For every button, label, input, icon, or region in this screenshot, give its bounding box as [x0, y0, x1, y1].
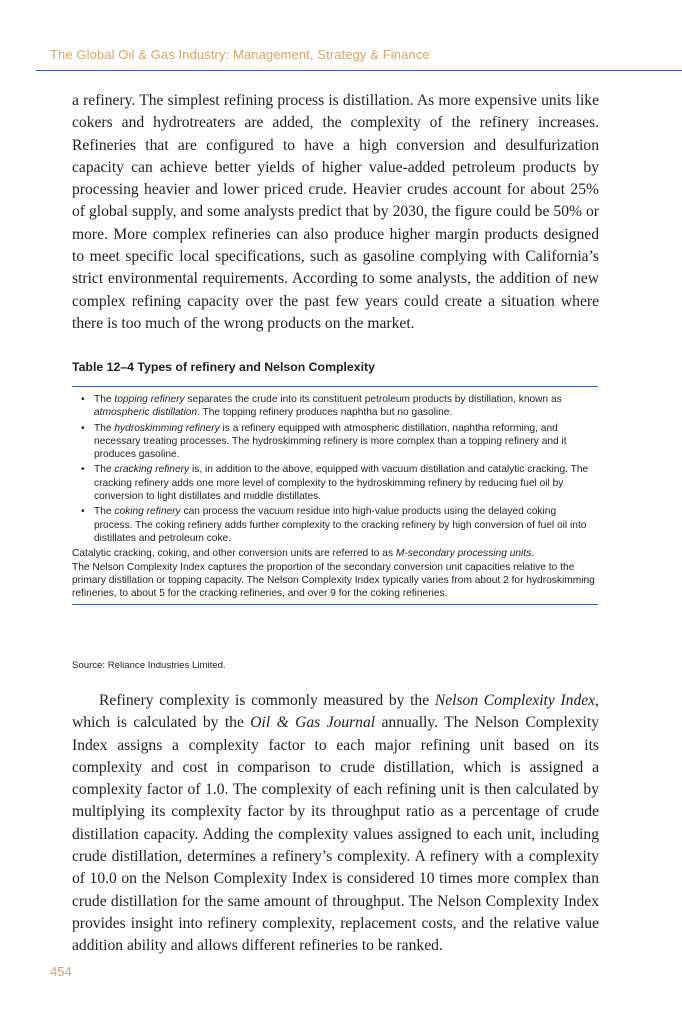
refinery-types-list [72, 393, 598, 545]
bullet-icon: • [81, 506, 85, 518]
list-item-text: The [94, 464, 115, 476]
list-item-term: coking refinery [114, 506, 181, 518]
bullet-icon: • [81, 422, 85, 434]
list-item-hydroskimming-refinery [72, 422, 598, 462]
list-item-term: hydroskimming refinery [114, 422, 220, 434]
list-item-term: atmospheric distillation [94, 407, 198, 419]
body-paragraph-1: a refinery. The simplest refining process is distillation. As more expensive units like cokers and hydrotreaters are added, the complexity of the refinery increases. Refineries that are configured to have a high conversion and desulfurization capacity can achieve better yields of higher value-added petroleum products by processing heavier and lower priced crude. Heavier crudes account for about 25% of global supply, and some analysts predict that by 2030, the figure could be 50% or more. More complex refineries can also produce higher margin products designed to meet specific local specifications, such as gasoline complying with California’s strict environmental requirements. According to some analysts, the addition of new complex refining capacity over the past few years could create a situation where there is too much of the wrong products on the market. [72, 92, 599, 332]
list-item-coking-refinery [72, 505, 598, 545]
list-item-text: . The topping refinery produces naphtha but no gasoline. [197, 407, 453, 419]
paragraph-text: , which is calculated by the [72, 692, 599, 732]
list-item-term: cracking refinery [114, 464, 190, 476]
note-text: Catalytic cracking, coking, and other conversion units are referred to as [72, 548, 396, 560]
list-item-text: can process the vacuum residue into high-value products using the delayed coking process. The coking refinery adds further complexity to the cracking refinery by high conversion of fuel oil into distillates and petroleum coke. [94, 506, 587, 544]
list-item-text: The [94, 422, 115, 434]
body-paragraph-2 [72, 690, 599, 958]
list-item-topping-refinery [72, 393, 598, 420]
paragraph-term: Nelson Complexity Index [434, 692, 596, 709]
table-title: Table 12–4 Types of refinery and Nelson Complexity [72, 360, 375, 374]
list-item-cracking-refinery [72, 463, 598, 503]
table-note-nelson-index: The Nelson Complexity Index captures the proportion of the secondary conversion unit capacities relative to the primary distillation or topping capacity. The Nelson Complexity Index typically varies from about 2 for hydroskimming refineries, to about 5 for the cracking refineries, and over 9 for the coking refineries. [72, 561, 595, 600]
paragraph-text: annually. The Nelson Complexity Index assigns a complexity factor to each major refining unit based on its complexity and cost in comparison to crude distillation, which is assigned a complexity factor of 1.0. The complexity of each refining unit is then calculated by multiplying its complexity factor by its throughput ratio as a percentage of crude distillation capacity. Adding the complexity values assigned to each unit, including crude distillation, determines a refinery’s complexity. A refinery with a complexity of 10.0 on the Nelson Complexity Index is considered 10 times more complex than crude distillation for the same amount of throughput. The Nelson Complexity Index provides insight into refinery complexity, replacement costs, and the relative value addition ability and allows different refineries to be ranked. [72, 714, 599, 955]
table-note-secondary-units [72, 547, 598, 560]
paragraph-text: Refinery complexity is commonly measured by the [99, 692, 435, 709]
bullet-icon: • [81, 464, 85, 476]
table-source: Source: Reliance Industries Limited. [72, 660, 226, 671]
list-item-text: is, in addition to the above, equipped with vacuum distillation and catalytic cracking. The cracking refinery adds one more level of complexity to the hydroskimming refinery by reducing fuel oil by conversion to light distillates and middle distillates. [94, 464, 589, 503]
list-item-text: The [94, 394, 115, 405]
note-text: . [531, 548, 535, 560]
list-item-text: separates the crude into its constituent petroleum products by distillation, known as [184, 394, 562, 405]
running-header-title: The Global Oil & Gas Industry: Management, Strategy & Finance [50, 47, 430, 62]
header-rule [36, 70, 682, 71]
bullet-icon: • [81, 394, 85, 405]
list-item-text: is a refinery equipped with atmospheric distillation, naphtha reforming, and necessary treating processes. The hydroskimming refinery is more complex than a topping refinery and it produces gasoline. [94, 422, 567, 461]
table-box [72, 386, 598, 605]
list-item-text: The [94, 506, 115, 518]
paragraph-term: Oil & Gas Journal [250, 714, 376, 732]
note-term: M-secondary processing units [395, 548, 532, 560]
list-item-term: topping refinery [114, 394, 185, 405]
page-number: 454 [50, 964, 72, 979]
